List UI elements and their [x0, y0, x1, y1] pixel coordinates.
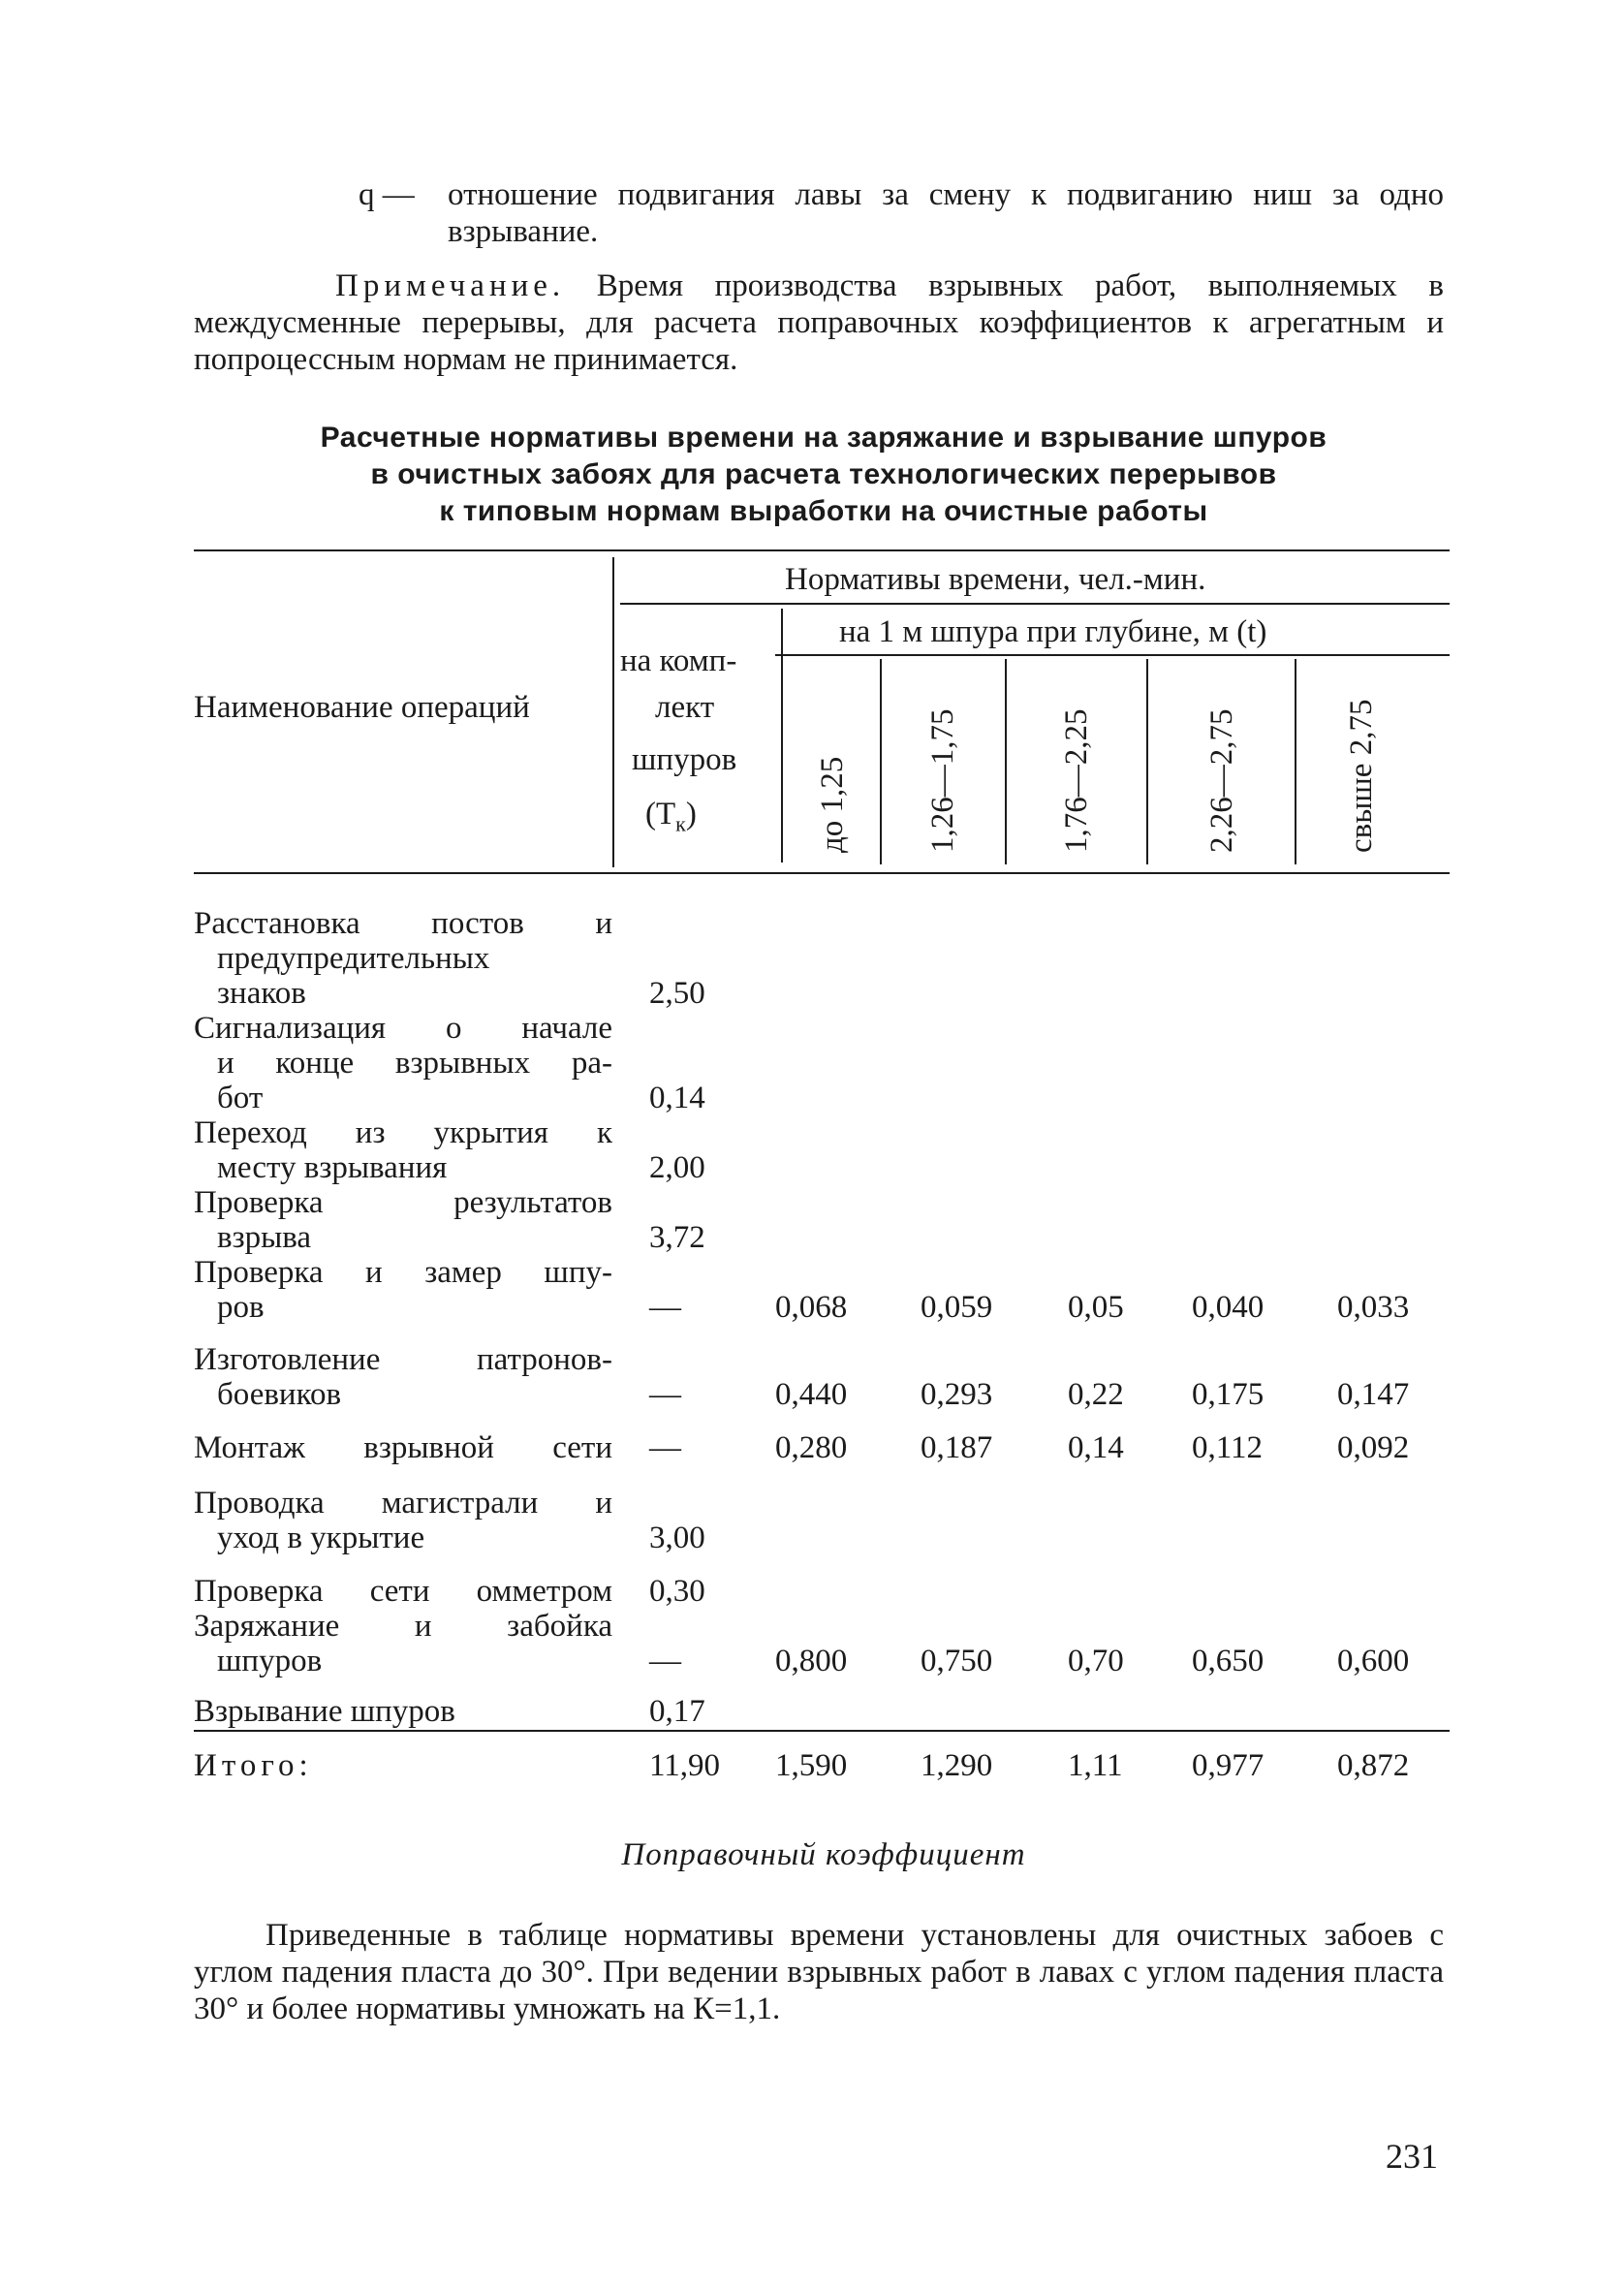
table-cell-depth-5: 0,600	[1337, 1644, 1410, 1678]
table-cell-set: 3,00	[649, 1521, 705, 1555]
col-divider-depth-2	[1005, 659, 1007, 864]
table-cell-set: —	[649, 1377, 681, 1412]
table-row-operation: Проверка сети омметром	[194, 1574, 612, 1609]
table-cell-depth-1: 0,800	[775, 1644, 848, 1678]
note-text: Время производства взрывных работ, выполняемых в междусменные перерывы, для расчета поправочных коэффициентов к агрегатным и попроцессным нормам не принимается.	[194, 268, 1444, 377]
header-depth-5: свыше 2,75	[1344, 699, 1379, 853]
table-cell-depth-1: 0,440	[775, 1377, 848, 1412]
total-rule	[194, 1730, 1450, 1732]
table-row-operation: Проводка магистрали и уход в укрытие	[194, 1486, 612, 1555]
table-row-operation: Проверка и замер шпу- ров	[194, 1255, 612, 1325]
table-row-operation: Изготовление патронов- боевиков	[194, 1342, 612, 1412]
table-cell-set: 2,50	[649, 976, 705, 1011]
note-label: Примечание.	[335, 268, 566, 303]
total-cell-depth-3: 1,11	[1068, 1748, 1123, 1783]
table-cell-depth-1: 0,068	[775, 1290, 848, 1325]
col-divider-depth-4	[1295, 659, 1296, 864]
table-cell-depth-5: 0,092	[1337, 1430, 1410, 1465]
table-cell-depth-3: 0,05	[1068, 1290, 1124, 1325]
table-cell-depth-4: 0,650	[1192, 1644, 1265, 1678]
table-title	[194, 420, 1453, 530]
table-row-operation: Проверка результатов взрыва	[194, 1185, 612, 1255]
header-set-paren: (Т	[645, 797, 676, 831]
header-operation: Наименование операций	[194, 690, 530, 725]
table-cell-set: 0,14	[649, 1081, 705, 1115]
table-row-operation: Расстановка постов и предупредительных знаков	[194, 906, 612, 1011]
note-paragraph	[194, 267, 1444, 378]
table-row-operation: Сигнализация о начале и конце взрывных ра- бот	[194, 1011, 612, 1115]
header-set-subscript: к	[675, 811, 686, 836]
table-cell-set: 3,72	[649, 1220, 705, 1255]
correction-paragraph: Приведенные в таблице нормативы времени установлены для очистных забоев с углом падения пласта до 30°. При ведении взрывных работ в лавах с углом падения пласта 30° и более нормативы умножать на К=1,1.	[194, 1918, 1444, 2026]
table-cell-set: 2,00	[649, 1150, 705, 1185]
header-per-meter: на 1 м шпура при глубине, м (t)	[839, 614, 1267, 649]
total-label: Итого:	[194, 1748, 313, 1783]
table-cell-set: —	[649, 1644, 681, 1678]
q-definition-text: отношение подвигания лавы за смену к подвиганию ниш за одно взрывание.	[448, 177, 1444, 249]
table-cell-depth-3: 0,14	[1068, 1430, 1124, 1465]
norms-under-rule	[620, 603, 1450, 605]
q-definition	[359, 176, 1444, 250]
table-cell-set: —	[649, 1290, 681, 1325]
table-cell-depth-1: 0,280	[775, 1430, 848, 1465]
table-cell-depth-2: 0,059	[921, 1290, 993, 1325]
table-cell-depth-2: 0,187	[921, 1430, 993, 1465]
header-set-line-2: лект	[655, 690, 715, 725]
header-set-close: )	[685, 797, 697, 831]
total-cell-depth-5: 0,872	[1337, 1748, 1410, 1783]
total-cell-depth-2: 1,290	[921, 1748, 993, 1783]
page-number: 231	[1386, 2137, 1438, 2176]
table-row-operation: Заряжание и забойка шпуров	[194, 1609, 612, 1678]
col-divider-operations	[612, 557, 614, 867]
table-cell-set: —	[649, 1430, 681, 1465]
table-title-line-3: к типовым нормам выработки на очистные работы	[439, 495, 1208, 527]
total-cell-depth-1: 1,590	[775, 1748, 848, 1783]
table-cell-depth-5: 0,033	[1337, 1290, 1410, 1325]
table-top-rule	[194, 549, 1450, 551]
header-set-line-1: на комп-	[620, 643, 737, 678]
table-cell-set: 0,17	[649, 1694, 705, 1729]
table-cell-depth-4: 0,175	[1192, 1377, 1265, 1412]
table-cell-depth-3: 0,22	[1068, 1377, 1124, 1412]
table-cell-depth-2: 0,750	[921, 1644, 993, 1678]
header-depth-2: 1,26—1,75	[925, 708, 960, 853]
table-title-line-2: в очистных забоях для расчета технологических перерывов	[370, 458, 1277, 490]
table-row-operation: Переход из укрытия к месту взрывания	[194, 1115, 612, 1185]
col-divider-depth-3	[1146, 659, 1148, 864]
table-cell-depth-4: 0,112	[1192, 1430, 1264, 1465]
table-cell-depth-4: 0,040	[1192, 1290, 1265, 1325]
per-meter-under-rule	[775, 654, 1450, 656]
header-depth-4: 2,26—2,75	[1204, 708, 1239, 853]
total-cell-depth-4: 0,977	[1192, 1748, 1265, 1783]
table-cell-depth-2: 0,293	[921, 1377, 993, 1412]
table-row-operation: Монтаж взрывной сети	[194, 1430, 612, 1465]
table-cell-depth-3: 0,70	[1068, 1644, 1124, 1678]
header-depth-3: 1,76—2,25	[1059, 708, 1094, 853]
correction-title: Поправочный коэффициент	[621, 1837, 1026, 1872]
header-norms: Нормативы времени, чел.-мин.	[785, 562, 1206, 597]
header-bottom-rule	[194, 872, 1450, 874]
table-cell-depth-5: 0,147	[1337, 1377, 1410, 1412]
table-title-line-1: Расчетные нормативы времени на заряжание и взрывание шпуров	[320, 422, 1327, 454]
q-symbol: q —	[359, 177, 415, 212]
header-depth-1: до 1,25	[815, 756, 850, 853]
table-row-operation: Взрывание шпуров	[194, 1694, 455, 1729]
header-set-line-4	[645, 797, 697, 842]
col-divider-depth-1	[880, 659, 882, 864]
col-divider-set	[781, 609, 783, 862]
header-set-line-3: шпуров	[632, 742, 737, 777]
total-cell-set: 11,90	[649, 1748, 721, 1783]
table-cell-set: 0,30	[649, 1574, 705, 1609]
